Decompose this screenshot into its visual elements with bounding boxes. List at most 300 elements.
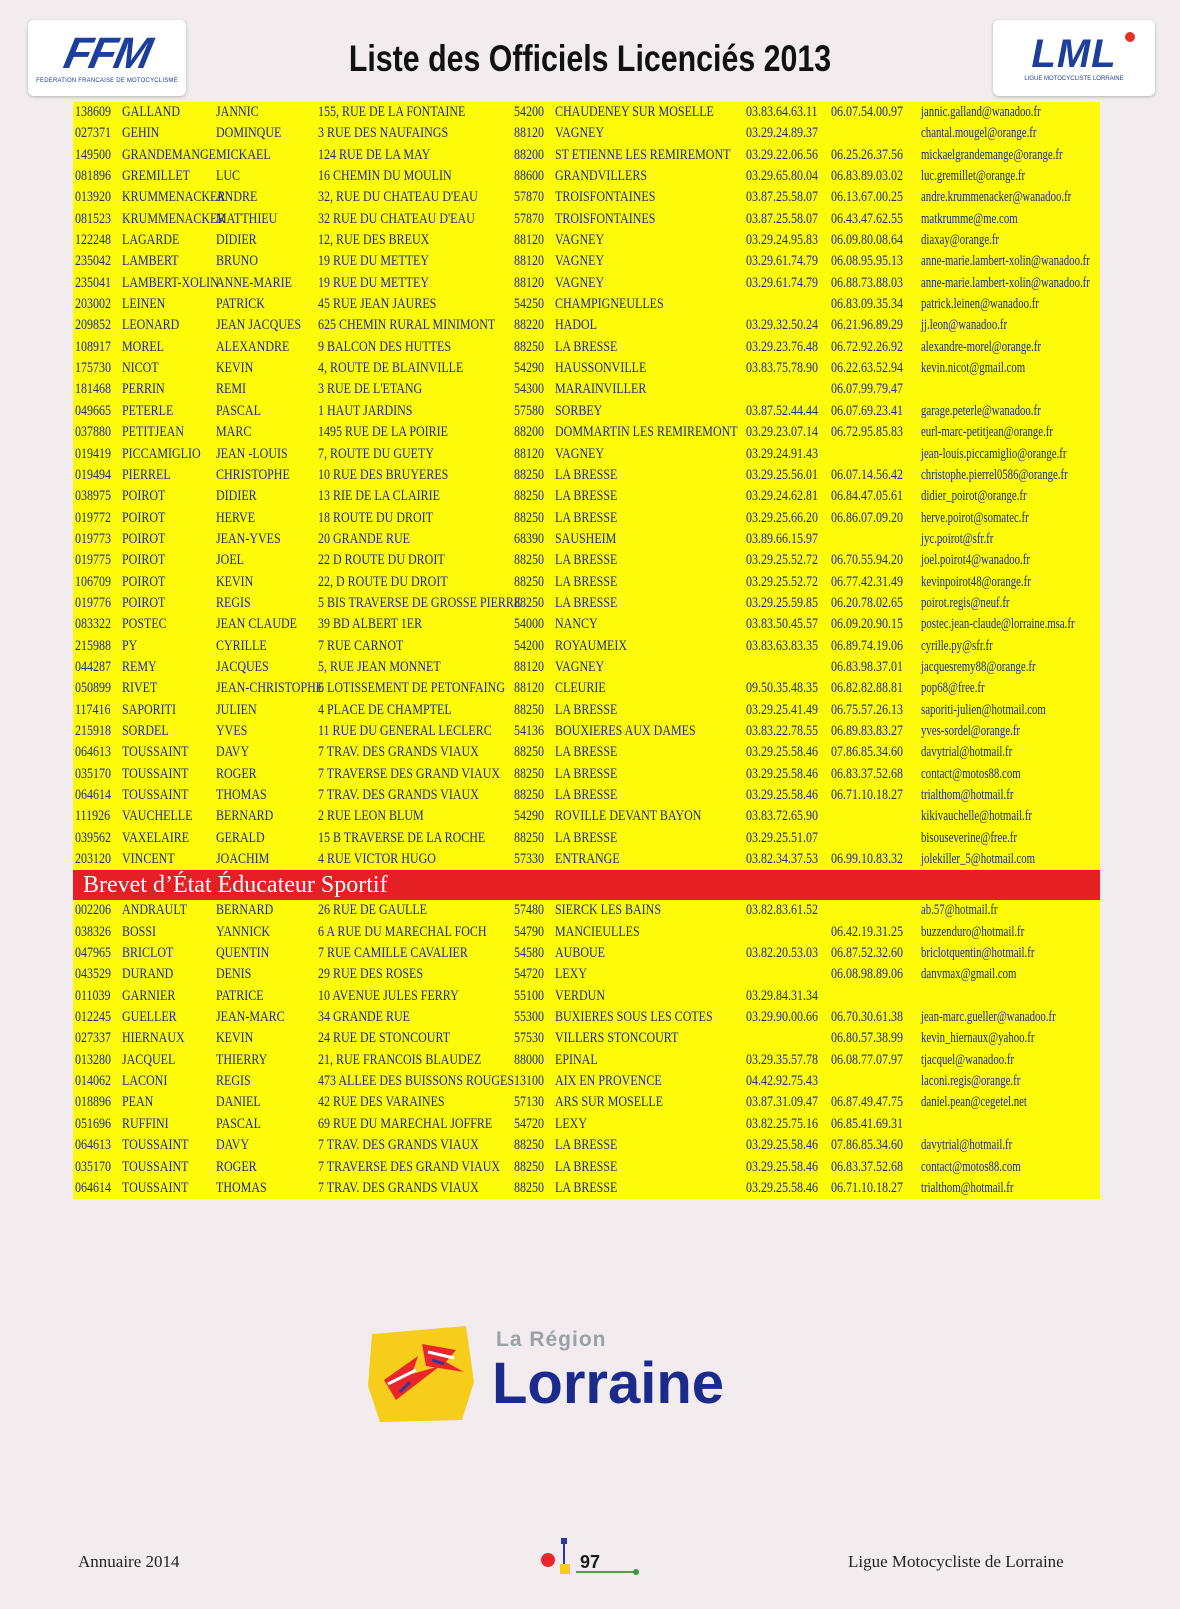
cell-email: buzzenduro@hotmail.fr <box>921 923 1025 940</box>
cell-email: tjacquel@wanadoo.fr <box>921 1051 1015 1068</box>
cell-last-name: GALLAND <box>122 104 180 120</box>
cell-first-name: CHRISTOPHE <box>216 466 290 483</box>
table-row <box>73 123 1100 144</box>
cell-email: saporiti-julien@hotmail.com <box>921 701 1046 718</box>
cell-postal-code: 88250 <box>514 573 544 590</box>
cell-mobile: 06.71.10.18.27 <box>831 787 903 803</box>
cell-email: andre.krummenacker@wanadoo.fr <box>921 189 1072 206</box>
cell-postal-code: 13100 <box>514 1073 544 1090</box>
cell-mobile: 06.87.52.32.60 <box>831 945 903 962</box>
cell-last-name: GARNIER <box>122 987 176 1004</box>
cell-postal-code: 55300 <box>514 1009 544 1026</box>
cell-city: LA BRESSE <box>555 594 618 611</box>
cell-licence-number: 081523 <box>75 210 111 227</box>
cell-licence-number: 138609 <box>75 104 111 120</box>
cell-email: herve.poirot@somatec.fr <box>921 509 1029 526</box>
cell-first-name: JANNIC <box>216 104 259 120</box>
cell-licence-number: 013920 <box>75 189 111 206</box>
table-row <box>73 614 1100 635</box>
table-row <box>73 273 1100 294</box>
cell-city: VAGNEY <box>555 658 605 675</box>
cell-email: anne-marie.lambert-xolin@wanadoo.fr <box>921 274 1090 291</box>
cell-first-name: JEAN CLAUDE <box>216 616 297 633</box>
cell-address: 7 TRAV. DES GRANDS VIAUX <box>318 1179 479 1196</box>
cell-phone: 03.87.25.58.07 <box>746 210 818 227</box>
cell-postal-code: 54300 <box>514 381 544 398</box>
cell-mobile: 06.77.42.31.49 <box>831 573 903 590</box>
cell-licence-number: 012245 <box>75 1009 111 1026</box>
cell-city: LA BRESSE <box>555 701 618 718</box>
cell-city: SORBEY <box>555 402 603 419</box>
cell-postal-code: 54136 <box>514 722 544 739</box>
cell-last-name: TOUSSAINT <box>122 787 189 803</box>
cell-last-name: POIROT <box>122 552 166 569</box>
cell-city: AIX EN PROVENCE <box>555 1073 662 1090</box>
cell-postal-code: 88250 <box>514 1137 544 1154</box>
cell-address: 625 CHEMIN RURAL MINIMONT <box>318 317 496 334</box>
table-row <box>73 764 1100 785</box>
cell-postal-code: 88120 <box>514 232 544 249</box>
cell-postal-code: 88250 <box>514 787 544 803</box>
cell-last-name: POIROT <box>122 530 166 547</box>
cell-city: TROISFONTAINES <box>555 189 656 206</box>
cell-phone: 03.89.66.15.97 <box>746 530 818 547</box>
cell-licence-number: 014062 <box>75 1073 111 1090</box>
cell-mobile: 06.89.74.19.06 <box>831 637 903 654</box>
cell-city: MANCIEULLES <box>555 923 640 940</box>
cell-postal-code: 88120 <box>514 658 544 675</box>
cell-address: 4, ROUTE DE BLAINVILLE <box>318 360 464 377</box>
cell-first-name: DOMINQUE <box>216 125 282 142</box>
cell-licence-number: 203002 <box>75 296 111 313</box>
cell-phone: 03.29.25.59.85 <box>746 594 818 611</box>
cell-mobile: 06.09.80.08.64 <box>831 232 903 249</box>
cell-email: anne-marie.lambert-xolin@wanadoo.fr <box>921 253 1090 270</box>
cell-last-name: RUFFINI <box>122 1115 169 1132</box>
cell-email: christophe.pierrel0586@orange.fr <box>921 466 1068 483</box>
cell-licence-number: 027371 <box>75 125 111 142</box>
cell-last-name: NICOT <box>122 360 159 377</box>
cell-licence-number: 039562 <box>75 829 111 846</box>
cell-address: 7, ROUTE DU GUETY <box>318 445 434 462</box>
cell-email: kikivauchelle@hotmail.fr <box>921 808 1033 825</box>
cell-mobile: 06.84.47.05.61 <box>831 488 903 505</box>
cell-postal-code: 88250 <box>514 466 544 483</box>
cell-postal-code: 88250 <box>514 701 544 718</box>
cell-last-name: JACQUEL <box>122 1051 176 1068</box>
ffm-logo <box>28 20 186 96</box>
cell-address: 39 BD ALBERT 1ER <box>318 616 423 633</box>
cell-postal-code: 88250 <box>514 765 544 782</box>
cell-postal-code: 54200 <box>514 637 544 654</box>
cell-last-name: REMY <box>122 658 157 675</box>
cell-city: LA BRESSE <box>555 1179 618 1196</box>
cell-last-name: PETERLE <box>122 402 174 419</box>
cell-first-name: BRUNO <box>216 253 259 270</box>
cell-last-name: POIROT <box>122 509 166 526</box>
cell-address: 29 RUE DES ROSES <box>318 966 424 983</box>
cell-address: 4 PLACE DE CHAMPTEL <box>318 701 452 718</box>
cell-address: 7 TRAV. DES GRANDS VIAUX <box>318 744 479 761</box>
cell-email: didier_poirot@orange.fr <box>921 488 1027 505</box>
cell-city: LA BRESSE <box>555 787 618 803</box>
page-number: 97 <box>580 1552 601 1572</box>
table-row <box>73 572 1100 593</box>
cell-phone: 03.83.22.78.55 <box>746 722 818 739</box>
cell-phone: 03.29.35.57.78 <box>746 1051 818 1068</box>
cell-mobile: 07.86.85.34.60 <box>831 744 903 761</box>
cell-phone: 03.29.23.76.48 <box>746 338 818 355</box>
footer-league: Ligue Motocycliste de Lorraine <box>848 1552 1064 1571</box>
table-row <box>73 209 1100 230</box>
cell-email: bisouseverine@free.fr <box>921 829 1018 846</box>
cell-phone: 03.83.72.65.90 <box>746 808 818 825</box>
table-row <box>73 251 1100 272</box>
cell-email: kevinpoirot48@orange.fr <box>921 573 1031 590</box>
cell-phone: 03.29.25.56.01 <box>746 466 818 483</box>
cell-mobile: 06.87.49.47.75 <box>831 1094 903 1111</box>
cell-first-name: DAVY <box>216 744 250 761</box>
cell-email: jolekiller_5@hotmail.com <box>921 851 1036 868</box>
table-row <box>73 849 1100 870</box>
cell-first-name: DANIEL <box>216 1094 261 1111</box>
cell-address: 5, RUE JEAN MONNET <box>318 658 441 675</box>
cell-email: briclotquentin@hotmail.fr <box>921 945 1035 962</box>
cell-city: EPINAL <box>555 1051 598 1068</box>
cell-postal-code: 68390 <box>514 530 544 547</box>
cell-address: 7 TRAV. DES GRANDS VIAUX <box>318 787 479 803</box>
table-row <box>73 922 1100 943</box>
cell-first-name: KEVIN <box>216 1030 254 1047</box>
cell-first-name: YVES <box>216 722 248 739</box>
cell-first-name: MICKAEL <box>216 146 271 163</box>
cell-email: poirot.regis@neuf.fr <box>921 594 1010 611</box>
table-row <box>73 1157 1100 1178</box>
cell-email: jean-louis.piccamiglio@orange.fr <box>921 445 1067 462</box>
cell-postal-code: 88200 <box>514 146 544 163</box>
table-row <box>73 1135 1100 1156</box>
table-row <box>73 657 1100 678</box>
cell-licence-number: 037880 <box>75 424 111 441</box>
cell-postal-code: 88120 <box>514 445 544 462</box>
cell-first-name: KEVIN <box>216 360 254 377</box>
cell-address: 22, D ROUTE DU DROIT <box>318 573 448 590</box>
cell-licence-number: 019776 <box>75 594 111 611</box>
cell-last-name: BRICLOT <box>122 945 174 962</box>
cell-address: 32 RUE DU CHATEAU D'EAU <box>318 210 475 227</box>
cell-address: 7 TRAV. DES GRANDS VIAUX <box>318 1137 479 1154</box>
cell-address: 42 RUE DES VARAINES <box>318 1094 445 1111</box>
cell-first-name: JEAN-MARC <box>216 1009 285 1026</box>
table-row <box>73 700 1100 721</box>
cell-licence-number: 209852 <box>75 317 111 334</box>
officials-list <box>73 102 1100 870</box>
cell-last-name: TOUSSAINT <box>122 1137 189 1154</box>
cell-email: jannic.galland@wanadoo.fr <box>921 104 1041 120</box>
cell-first-name: JEAN-CHRISTOPHE <box>216 680 324 697</box>
cell-first-name: JEAN JACQUES <box>216 317 302 334</box>
cell-phone: 03.83.64.63.11 <box>746 104 818 120</box>
cell-city: LA BRESSE <box>555 338 618 355</box>
cell-address: 2 RUE LEON BLUM <box>318 808 424 825</box>
cell-city: ENTRANGE <box>555 851 620 868</box>
cell-last-name: KRUMMENACKER <box>122 189 226 206</box>
table-row <box>73 337 1100 358</box>
cell-licence-number: 002206 <box>75 902 111 919</box>
cell-mobile: 06.08.98.89.06 <box>831 966 903 983</box>
table-row <box>73 145 1100 166</box>
cell-city: LA BRESSE <box>555 1137 618 1154</box>
cell-licence-number: 018896 <box>75 1094 111 1111</box>
cell-address: 6 A RUE DU MARECHAL FOCH <box>318 923 487 940</box>
cell-first-name: LUC <box>216 168 240 185</box>
cell-mobile: 06.20.78.02.65 <box>831 594 903 611</box>
cell-first-name: HERVE <box>216 509 256 526</box>
cell-city: AUBOUE <box>555 945 605 962</box>
cell-first-name: DIDIER <box>216 232 257 249</box>
cell-postal-code: 88120 <box>514 125 544 142</box>
cell-mobile: 07.86.85.34.60 <box>831 1137 903 1154</box>
cell-first-name: ROGER <box>216 765 257 782</box>
table-row <box>73 1050 1100 1071</box>
cell-email: patrick.leinen@wanadoo.fr <box>921 296 1039 313</box>
cell-last-name: VAUCHELLE <box>122 808 193 825</box>
cell-postal-code: 88120 <box>514 274 544 291</box>
table-row <box>73 806 1100 827</box>
cell-mobile: 06.83.37.52.68 <box>831 765 903 782</box>
cell-email: eurl-marc-petitjean@orange.fr <box>921 424 1053 441</box>
cell-city: BUXIERES SOUS LES COTES <box>555 1009 713 1026</box>
cell-city: LA BRESSE <box>555 573 618 590</box>
table-row <box>73 721 1100 742</box>
cell-address: 10 RUE DES BRUYERES <box>318 466 449 483</box>
cell-address: 7 TRAVERSE DES GRAND VIAUX <box>318 765 501 782</box>
cell-mobile: 06.80.57.38.99 <box>831 1030 903 1047</box>
cell-address: 7 TRAVERSE DES GRAND VIAUX <box>318 1158 501 1175</box>
cell-address: 155, RUE DE LA FONTAINE <box>318 104 466 120</box>
cell-licence-number: 035170 <box>75 765 111 782</box>
cell-first-name: BERNARD <box>216 902 274 919</box>
cell-licence-number: 049665 <box>75 402 111 419</box>
cell-phone: 03.29.25.58.46 <box>746 765 818 782</box>
cell-last-name: POIROT <box>122 488 166 505</box>
cell-city: NANCY <box>555 616 598 633</box>
cell-first-name: JACQUES <box>216 658 269 675</box>
cell-postal-code: 57330 <box>514 851 544 868</box>
cell-phone: 03.29.25.58.46 <box>746 1137 818 1154</box>
cell-postal-code: 88250 <box>514 488 544 505</box>
table-row <box>73 379 1100 400</box>
cell-city: LA BRESSE <box>555 552 618 569</box>
cell-city: SAUSHEIM <box>555 530 617 547</box>
cell-mobile: 06.07.99.79.47 <box>831 381 903 398</box>
cell-postal-code: 54250 <box>514 296 544 313</box>
cell-city: BOUXIERES AUX DAMES <box>555 722 696 739</box>
cell-address: 1 HAUT JARDINS <box>318 402 413 419</box>
cell-postal-code: 54580 <box>514 945 544 962</box>
cell-address: 24 RUE DE STONCOURT <box>318 1030 451 1047</box>
table-row <box>73 529 1100 550</box>
cell-phone: 03.29.25.51.07 <box>746 829 818 846</box>
cell-licence-number: 019773 <box>75 530 111 547</box>
cell-last-name: MOREL <box>122 338 164 355</box>
cell-last-name: LAMBERT-XOLIN <box>122 274 219 291</box>
cell-address: 124 RUE DE LA MAY <box>318 146 431 163</box>
table-row <box>73 900 1100 921</box>
cell-mobile: 06.86.07.09.20 <box>831 509 903 526</box>
cell-last-name: PEAN <box>122 1094 154 1111</box>
cell-mobile: 06.25.26.37.56 <box>831 146 903 163</box>
cell-postal-code: 57130 <box>514 1094 544 1111</box>
cell-last-name: KRUMMENACKER <box>122 210 226 227</box>
cell-mobile: 06.08.95.95.13 <box>831 253 903 270</box>
cell-email: diaxay@orange.fr <box>921 232 1000 249</box>
table-row <box>73 828 1100 849</box>
table-row <box>73 550 1100 571</box>
cell-first-name: REMI <box>216 381 246 398</box>
cell-phone: 03.29.24.91.43 <box>746 445 818 462</box>
table-row <box>73 465 1100 486</box>
cell-mobile: 06.83.98.37.01 <box>831 658 903 675</box>
cell-postal-code: 88250 <box>514 1179 544 1196</box>
cell-city: MARAINVILLER <box>555 381 647 398</box>
lml-logo-subtitle: LIGUE MOTOCYCLISTE LORRAINE <box>1024 76 1124 82</box>
cell-first-name: ROGER <box>216 1158 257 1175</box>
cell-mobile: 06.07.54.00.97 <box>831 104 903 120</box>
cell-phone: 03.29.61.74.79 <box>746 253 818 270</box>
cell-licence-number: 019494 <box>75 466 111 483</box>
table-row <box>73 102 1100 123</box>
cell-first-name: CYRILLE <box>216 637 267 654</box>
cell-phone: 03.87.25.58.07 <box>746 189 818 206</box>
cell-address: 15 B TRAVERSE DE LA ROCHE <box>318 829 486 846</box>
cell-email: jean-marc.gueller@wanadoo.fr <box>921 1009 1056 1026</box>
table-row <box>73 1028 1100 1049</box>
cell-first-name: JOACHIM <box>216 851 270 868</box>
cell-last-name: TOUSSAINT <box>122 765 189 782</box>
cell-city: LA BRESSE <box>555 488 618 505</box>
cell-phone: 03.29.65.80.04 <box>746 168 818 185</box>
cell-mobile: 06.70.55.94.20 <box>831 552 903 569</box>
cell-city: LA BRESSE <box>555 744 618 761</box>
cell-last-name: GREMILLET <box>122 168 190 185</box>
cell-licence-number: 064614 <box>75 1179 111 1196</box>
cell-address: 34 GRANDE RUE <box>318 1009 410 1026</box>
cell-last-name: RIVET <box>122 680 158 697</box>
cell-phone: 03.29.25.41.49 <box>746 701 818 718</box>
cell-phone: 03.82.34.37.53 <box>746 851 818 868</box>
cell-email: mickaelgrandemange@orange.fr <box>921 146 1063 163</box>
cell-postal-code: 54720 <box>514 966 544 983</box>
cell-address: 10 AVENUE JULES FERRY <box>318 987 459 1004</box>
ffm-logo-subtitle: FEDERATION FRANCAISE DE MOTOCYCLISME <box>36 78 178 84</box>
cell-first-name: PATRICK <box>216 296 265 313</box>
cell-city: LEXY <box>555 1115 587 1132</box>
cell-last-name: LACONI <box>122 1073 168 1090</box>
table-row <box>73 678 1100 699</box>
cell-email: cyrille.py@sfr.fr <box>921 637 993 654</box>
table-row <box>73 486 1100 507</box>
table-row <box>73 742 1100 763</box>
table-row <box>73 166 1100 187</box>
lorraine-emblem-icon <box>366 1322 478 1426</box>
cell-licence-number: 011039 <box>75 987 111 1004</box>
cell-address: 473 ALLEE DES BUISSONS ROUGES <box>318 1073 515 1090</box>
table-row <box>73 508 1100 529</box>
cell-last-name: PETITJEAN <box>122 424 184 441</box>
cell-email: davytrial@hotmail.fr <box>921 1137 1013 1154</box>
cell-city: ST ETIENNE LES REMIREMONT <box>555 146 731 163</box>
cell-last-name: PERRIN <box>122 381 165 398</box>
cell-first-name: PASCAL <box>216 402 261 419</box>
cell-mobile: 06.83.09.35.34 <box>831 296 903 313</box>
cell-city: HAUSSONVILLE <box>555 360 647 377</box>
cell-postal-code: 54720 <box>514 1115 544 1132</box>
cell-mobile: 06.88.73.88.03 <box>831 274 903 291</box>
cell-phone: 03.82.83.61.52 <box>746 902 818 919</box>
table-row <box>73 1092 1100 1113</box>
section-header-beesport: Brevet d’État Éducateur Sportif <box>73 870 1100 900</box>
cell-city: CHAUDENEY SUR MOSELLE <box>555 104 714 120</box>
cell-postal-code: 88000 <box>514 1051 544 1068</box>
cell-city: ROYAUMEIX <box>555 637 627 654</box>
cell-last-name: LAMBERT <box>122 253 179 270</box>
cell-mobile: 06.71.10.18.27 <box>831 1179 903 1196</box>
footer-annuaire: Annuaire 2014 <box>78 1552 180 1571</box>
cell-licence-number: 149500 <box>75 146 111 163</box>
cell-postal-code: 57580 <box>514 402 544 419</box>
cell-last-name: GUELLER <box>122 1009 177 1026</box>
cell-city: LA BRESSE <box>555 765 618 782</box>
cell-licence-number: 106709 <box>75 573 111 590</box>
cell-first-name: ANDRE <box>216 189 258 206</box>
cell-last-name: VAXELAIRE <box>122 829 190 846</box>
cell-phone: 03.87.52.44.44 <box>746 402 818 419</box>
cell-phone: 03.29.23.07.14 <box>746 424 818 441</box>
region-logo-prefix: La Région <box>496 1328 607 1351</box>
cell-email: danvmax@gmail.com <box>921 966 1017 983</box>
cell-address: 16 CHEMIN DU MOULIN <box>318 168 452 185</box>
cell-last-name: GEHIN <box>122 125 160 142</box>
cell-licence-number: 047965 <box>75 945 111 962</box>
cell-phone: 03.29.22.06.56 <box>746 146 818 163</box>
table-row <box>73 230 1100 251</box>
cell-licence-number: 038326 <box>75 923 111 940</box>
cell-mobile: 06.43.47.62.55 <box>831 210 903 227</box>
table-row <box>73 785 1100 806</box>
cell-mobile: 06.08.77.07.97 <box>831 1051 903 1068</box>
cell-last-name: HIERNAUX <box>122 1030 185 1047</box>
table-row <box>73 1178 1100 1199</box>
cell-address: 18 ROUTE DU DROIT <box>318 509 433 526</box>
cell-last-name: ANDRAULT <box>122 902 187 919</box>
cell-postal-code: 54290 <box>514 808 544 825</box>
cell-city: VAGNEY <box>555 232 605 249</box>
cell-last-name: TOUSSAINT <box>122 1179 189 1196</box>
cell-last-name: TOUSSAINT <box>122 1158 189 1175</box>
cell-address: 7 RUE CARNOT <box>318 637 404 654</box>
cell-mobile: 06.85.41.69.31 <box>831 1115 903 1132</box>
cell-mobile: 06.72.92.26.92 <box>831 338 903 355</box>
cell-licence-number: 019419 <box>75 445 111 462</box>
cell-first-name: DENIS <box>216 966 252 983</box>
cell-email: matkrumme@me.com <box>921 210 1018 227</box>
cell-last-name: SORDEL <box>122 722 169 739</box>
cell-licence-number: 175730 <box>75 360 111 377</box>
lml-logo-mark: LML <box>1031 32 1117 76</box>
cell-mobile: 06.72.95.85.83 <box>831 424 903 441</box>
cell-last-name: VINCENT <box>122 851 175 868</box>
